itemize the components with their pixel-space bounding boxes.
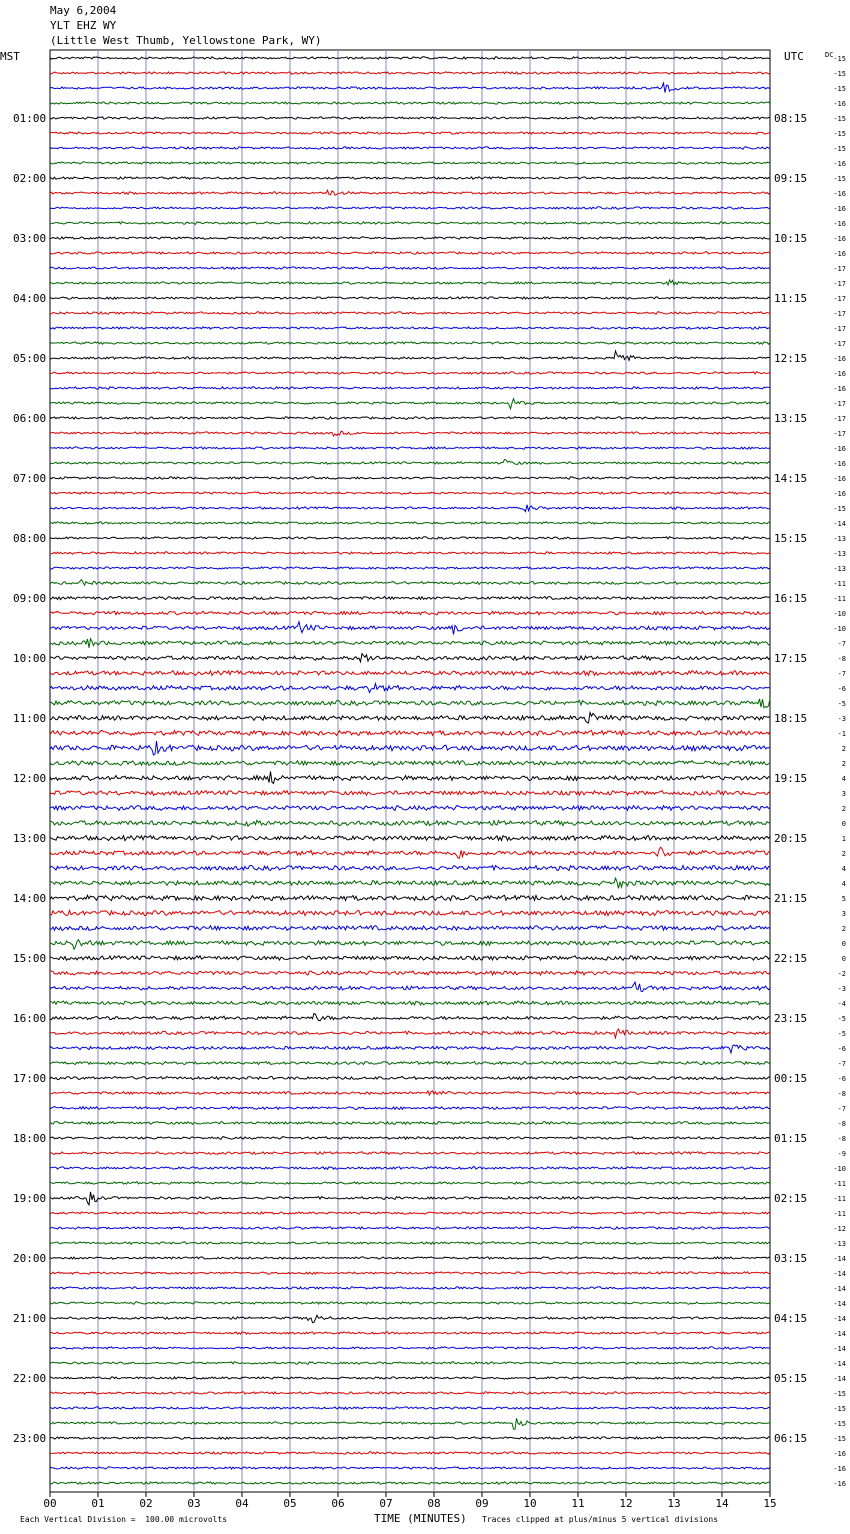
trace-line bbox=[50, 1137, 770, 1140]
trace-line bbox=[50, 147, 770, 149]
dc-offset-label: 1 bbox=[841, 835, 846, 843]
trace-line bbox=[50, 791, 770, 796]
dc-offset-label: -11 bbox=[833, 595, 846, 603]
left-hour-label: 23:00 bbox=[13, 1432, 47, 1445]
trace-line bbox=[50, 597, 770, 600]
trace-line bbox=[50, 102, 770, 104]
trace-line bbox=[50, 1077, 770, 1080]
trace-line bbox=[50, 492, 770, 495]
plot-frame bbox=[50, 50, 770, 1492]
x-tick-label: 15 bbox=[763, 1497, 777, 1510]
trace-line bbox=[50, 671, 770, 676]
dc-offset-label: -15 bbox=[833, 85, 846, 93]
x-tick-label: 11 bbox=[571, 1497, 585, 1510]
dc-offset-label: -14 bbox=[833, 520, 846, 528]
dc-offset-label: 2 bbox=[841, 745, 846, 753]
dc-offset-label: -15 bbox=[833, 505, 846, 513]
dc-offset-label: -17 bbox=[833, 400, 846, 408]
trace-line bbox=[50, 387, 770, 390]
dc-offset-label: 3 bbox=[841, 910, 846, 918]
trace-line bbox=[50, 207, 770, 210]
right-hour-label: 12:15 bbox=[774, 352, 808, 365]
trace-line bbox=[50, 132, 770, 134]
dc-offset-label: 0 bbox=[841, 955, 846, 963]
trace-line bbox=[50, 1013, 770, 1020]
dc-offset-label: 0 bbox=[841, 940, 846, 948]
trace-line bbox=[50, 940, 770, 950]
trace-line bbox=[50, 772, 770, 784]
trace-line bbox=[50, 431, 770, 436]
dc-offset-label: -1 bbox=[837, 730, 846, 738]
trace-line bbox=[50, 1091, 770, 1095]
right-hour-label: 10:15 bbox=[774, 232, 808, 245]
trace-line bbox=[50, 417, 770, 419]
dc-offset-label: -12 bbox=[833, 1225, 846, 1233]
dc-offset-label: -15 bbox=[833, 130, 846, 138]
left-hour-label: 17:00 bbox=[13, 1072, 47, 1085]
trace-line bbox=[50, 190, 770, 195]
dc-offset-label: -13 bbox=[833, 535, 846, 543]
dc-label: DC bbox=[825, 51, 834, 59]
dc-offset-label: -14 bbox=[833, 1285, 846, 1293]
trace-line bbox=[50, 654, 770, 662]
dc-offset-label: -16 bbox=[833, 100, 846, 108]
header-station: YLT EHZ WY bbox=[50, 19, 117, 32]
dc-offset-label: -17 bbox=[833, 415, 846, 423]
dc-offset-label: -7 bbox=[837, 1105, 846, 1113]
dc-offset-label: -16 bbox=[833, 160, 846, 168]
x-tick-label: 12 bbox=[619, 1497, 633, 1510]
trace-line bbox=[50, 460, 770, 465]
dc-offset-label: -3 bbox=[837, 715, 846, 723]
trace-line bbox=[50, 177, 770, 180]
dc-offset-label: 2 bbox=[841, 805, 846, 813]
dc-offset-label: -4 bbox=[837, 1000, 846, 1008]
dc-offset-label: -6 bbox=[837, 1045, 846, 1053]
trace-line bbox=[50, 1377, 770, 1379]
trace-line bbox=[50, 1167, 770, 1170]
dc-offset-label: -16 bbox=[833, 235, 846, 243]
left-hour-label: 20:00 bbox=[13, 1252, 47, 1265]
trace-line bbox=[50, 1302, 770, 1305]
left-hour-label: 11:00 bbox=[13, 712, 47, 725]
trace-line bbox=[50, 1107, 770, 1110]
right-hour-label: 02:15 bbox=[774, 1192, 808, 1205]
x-tick-label: 01 bbox=[91, 1497, 105, 1510]
dc-offset-label: -16 bbox=[833, 190, 846, 198]
right-hour-label: 01:15 bbox=[774, 1132, 808, 1145]
x-tick-label: 14 bbox=[715, 1497, 729, 1510]
trace-line bbox=[50, 699, 770, 708]
dc-offset-label: -17 bbox=[833, 340, 846, 348]
dc-offset-label: -17 bbox=[833, 265, 846, 273]
trace-line bbox=[50, 312, 770, 314]
dc-offset-label: -15 bbox=[833, 115, 846, 123]
trace-line bbox=[50, 162, 770, 165]
trace-line bbox=[50, 327, 770, 330]
trace-line bbox=[50, 865, 770, 870]
trace-line bbox=[50, 1347, 770, 1350]
right-hour-label: 23:15 bbox=[774, 1012, 808, 1025]
dc-offset-label: -14 bbox=[833, 1255, 846, 1263]
dc-offset-label: -15 bbox=[833, 55, 846, 63]
dc-offset-label: -9 bbox=[837, 1150, 846, 1158]
trace-line bbox=[50, 372, 770, 375]
trace-line bbox=[50, 537, 770, 540]
right-hour-label: 00:15 bbox=[774, 1072, 808, 1085]
dc-offset-label: -14 bbox=[833, 1360, 846, 1368]
trace-line bbox=[50, 267, 770, 269]
right-hour-label: 17:15 bbox=[774, 652, 808, 665]
trace-line bbox=[50, 820, 770, 826]
trace-line bbox=[50, 399, 770, 409]
dc-offset-label: 3 bbox=[841, 790, 846, 798]
dc-offset-label: 2 bbox=[841, 760, 846, 768]
dc-offset-label: 2 bbox=[841, 925, 846, 933]
dc-offset-label: -13 bbox=[833, 1240, 846, 1248]
right-hour-label: 16:15 bbox=[774, 592, 808, 605]
left-hour-label: 14:00 bbox=[13, 892, 47, 905]
trace-line bbox=[50, 1242, 770, 1244]
trace-line bbox=[50, 252, 770, 254]
dc-offset-label: -17 bbox=[833, 280, 846, 288]
right-hour-label: 15:15 bbox=[774, 532, 808, 545]
trace-line bbox=[50, 447, 770, 450]
dc-offset-label: -16 bbox=[833, 475, 846, 483]
trace-line bbox=[50, 1212, 770, 1214]
dc-offset-label: 4 bbox=[841, 775, 846, 783]
left-hour-label: 10:00 bbox=[13, 652, 47, 665]
dc-offset-label: -14 bbox=[833, 1375, 846, 1383]
trace-line bbox=[50, 926, 770, 931]
header-date: May 6,2004 bbox=[50, 4, 117, 17]
trace-line bbox=[50, 1029, 770, 1038]
trace-line bbox=[50, 57, 770, 59]
trace-line bbox=[50, 1152, 770, 1155]
dc-offset-label: 2 bbox=[841, 850, 846, 858]
dc-offset-label: -15 bbox=[833, 1420, 846, 1428]
left-hour-label: 18:00 bbox=[13, 1132, 47, 1145]
trace-line bbox=[50, 72, 770, 75]
dc-offset-label: -17 bbox=[833, 295, 846, 303]
right-hour-label: 20:15 bbox=[774, 832, 808, 845]
right-hour-label: 03:15 bbox=[774, 1252, 808, 1265]
right-hour-label: 04:15 bbox=[774, 1312, 808, 1325]
left-hour-label: 04:00 bbox=[13, 292, 47, 305]
trace-line bbox=[50, 1192, 770, 1205]
dc-offset-label: -11 bbox=[833, 1180, 846, 1188]
dc-offset-label: -14 bbox=[833, 1330, 846, 1338]
trace-line bbox=[50, 1122, 770, 1125]
right-hour-label: 18:15 bbox=[774, 712, 808, 725]
dc-offset-label: -7 bbox=[837, 1060, 846, 1068]
left-hour-label: 09:00 bbox=[13, 592, 47, 605]
dc-offset-label: -16 bbox=[833, 460, 846, 468]
x-tick-label: 06 bbox=[331, 1497, 345, 1510]
dc-offset-label: -6 bbox=[837, 1075, 846, 1083]
trace-line bbox=[50, 971, 770, 975]
right-hour-label: 08:15 bbox=[774, 112, 808, 125]
dc-offset-label: -16 bbox=[833, 1480, 846, 1488]
x-tick-label: 00 bbox=[43, 1497, 57, 1510]
dc-offset-label: -15 bbox=[833, 1435, 846, 1443]
trace-line bbox=[50, 1315, 770, 1322]
x-tick-label: 09 bbox=[475, 1497, 489, 1510]
trace-line bbox=[50, 522, 770, 525]
trace-line bbox=[50, 1272, 770, 1275]
trace-line bbox=[50, 280, 770, 285]
dc-offset-label: -13 bbox=[833, 550, 846, 558]
dc-offset-label: 4 bbox=[841, 865, 846, 873]
dc-offset-label: -8 bbox=[837, 1090, 846, 1098]
trace-line bbox=[50, 1362, 770, 1365]
dc-offset-label: -5 bbox=[837, 1030, 846, 1038]
trace-line bbox=[50, 1418, 770, 1429]
dc-offset-label: -14 bbox=[833, 1270, 846, 1278]
dc-offset-label: -16 bbox=[833, 445, 846, 453]
right-hour-label: 19:15 bbox=[774, 772, 808, 785]
trace-line bbox=[50, 982, 770, 992]
trace-line bbox=[50, 117, 770, 120]
trace-line bbox=[50, 1482, 770, 1485]
left-hour-label: 16:00 bbox=[13, 1012, 47, 1025]
dc-offset-label: -6 bbox=[837, 685, 846, 693]
left-hour-label: 13:00 bbox=[13, 832, 47, 845]
trace-line bbox=[50, 1452, 770, 1454]
trace-line bbox=[50, 1045, 770, 1053]
dc-offset-label: -5 bbox=[837, 1015, 846, 1023]
trace-line bbox=[50, 731, 770, 736]
dc-offset-label: -17 bbox=[833, 430, 846, 438]
dc-offset-label: -16 bbox=[833, 370, 846, 378]
right-hour-label: 21:15 bbox=[774, 892, 808, 905]
trace-line bbox=[50, 552, 770, 554]
right-hour-label: 22:15 bbox=[774, 952, 808, 965]
trace-line bbox=[50, 1001, 770, 1005]
dc-offset-label: -17 bbox=[833, 310, 846, 318]
dc-offset-label: -8 bbox=[837, 1120, 846, 1128]
dc-offset-label: 5 bbox=[841, 895, 846, 903]
right-hour-label: 05:15 bbox=[774, 1372, 808, 1385]
dc-offset-label: -13 bbox=[833, 565, 846, 573]
dc-offset-label: -16 bbox=[833, 205, 846, 213]
footer-scale: Each Vertical Division = 100.00 microvolts bbox=[20, 1515, 228, 1524]
x-tick-label: 13 bbox=[667, 1497, 681, 1510]
dc-offset-label: -2 bbox=[837, 970, 846, 978]
dc-offset-label: -16 bbox=[833, 1450, 846, 1458]
trace-line bbox=[50, 1227, 770, 1229]
dc-offset-label: -15 bbox=[833, 145, 846, 153]
dc-offset-label: -16 bbox=[833, 1465, 846, 1473]
dc-offset-label: -16 bbox=[833, 490, 846, 498]
dc-offset-label: -16 bbox=[833, 250, 846, 258]
trace-line bbox=[50, 847, 770, 858]
dc-offset-label: -11 bbox=[833, 1195, 846, 1203]
dc-offset-label: 0 bbox=[841, 820, 846, 828]
left-hour-label: 06:00 bbox=[13, 412, 47, 425]
trace-line bbox=[50, 1182, 770, 1185]
trace-line bbox=[50, 567, 770, 569]
footer-clip: Traces clipped at plus/minus 5 vertical divisions bbox=[482, 1515, 719, 1524]
trace-line bbox=[50, 1061, 770, 1064]
trace-line bbox=[50, 1257, 770, 1259]
dc-offset-label: -10 bbox=[833, 625, 846, 633]
dc-offset-label: -10 bbox=[833, 610, 846, 618]
left-hour-label: 15:00 bbox=[13, 952, 47, 965]
trace-line bbox=[50, 1392, 770, 1394]
right-hour-label: 09:15 bbox=[774, 172, 808, 185]
left-hour-label: 02:00 bbox=[13, 172, 47, 185]
dc-offset-label: -16 bbox=[833, 355, 846, 363]
x-tick-label: 08 bbox=[427, 1497, 441, 1510]
dc-offset-label: -8 bbox=[837, 655, 846, 663]
trace-line bbox=[50, 222, 770, 225]
dc-offset-label: -15 bbox=[833, 1390, 846, 1398]
trace-line bbox=[50, 956, 770, 960]
trace-line bbox=[50, 878, 770, 888]
trace-line bbox=[50, 611, 770, 615]
dc-offset-label: -10 bbox=[833, 1165, 846, 1173]
trace-line bbox=[50, 910, 770, 915]
trace-line bbox=[50, 83, 770, 92]
trace-line bbox=[50, 580, 770, 586]
trace-line bbox=[50, 342, 770, 345]
x-tick-label: 02 bbox=[139, 1497, 153, 1510]
left-hour-label: 05:00 bbox=[13, 352, 47, 365]
left-hour-label: 08:00 bbox=[13, 532, 47, 545]
trace-line bbox=[50, 505, 770, 512]
x-tick-label: 07 bbox=[379, 1497, 393, 1510]
dc-offset-label: -14 bbox=[833, 1300, 846, 1308]
trace-line bbox=[50, 1437, 770, 1439]
trace-line bbox=[50, 477, 770, 479]
dc-offset-label: -17 bbox=[833, 325, 846, 333]
right-hour-label: 11:15 bbox=[774, 292, 808, 305]
dc-offset-label: -7 bbox=[837, 670, 846, 678]
dc-offset-label: -15 bbox=[833, 1405, 846, 1413]
trace-line bbox=[50, 1407, 770, 1409]
left-hour-label: 19:00 bbox=[13, 1192, 47, 1205]
left-hour-label: 21:00 bbox=[13, 1312, 47, 1325]
dc-offset-label: -15 bbox=[833, 70, 846, 78]
trace-line bbox=[50, 1467, 770, 1470]
left-hour-label: 22:00 bbox=[13, 1372, 47, 1385]
left-hour-label: 03:00 bbox=[13, 232, 47, 245]
trace-line bbox=[50, 237, 770, 239]
dc-offset-label: -8 bbox=[837, 1135, 846, 1143]
dc-offset-label: -7 bbox=[837, 640, 846, 648]
trace-line bbox=[50, 297, 770, 299]
dc-offset-label: -11 bbox=[833, 1210, 846, 1218]
left-hour-label: 12:00 bbox=[13, 772, 47, 785]
trace-line bbox=[50, 713, 770, 723]
right-hour-label: 06:15 bbox=[774, 1432, 808, 1445]
trace-line bbox=[50, 806, 770, 811]
left-axis-label: MST bbox=[0, 50, 20, 63]
trace-line bbox=[50, 351, 770, 360]
trace-line bbox=[50, 761, 770, 766]
left-hour-label: 07:00 bbox=[13, 472, 47, 485]
trace-line bbox=[50, 622, 770, 635]
trace-line bbox=[50, 741, 770, 755]
dc-offset-label: -14 bbox=[833, 1345, 846, 1353]
dc-offset-label: 4 bbox=[841, 880, 846, 888]
dc-offset-label: -3 bbox=[837, 985, 846, 993]
trace-line bbox=[50, 639, 770, 648]
x-tick-label: 05 bbox=[283, 1497, 297, 1510]
trace-line bbox=[50, 1332, 770, 1335]
trace-line bbox=[50, 684, 770, 693]
trace-line bbox=[50, 836, 770, 841]
right-hour-label: 13:15 bbox=[774, 412, 808, 425]
dc-offset-label: -15 bbox=[833, 175, 846, 183]
right-axis-label: UTC bbox=[784, 50, 804, 63]
x-axis-label: TIME (MINUTES) bbox=[374, 1512, 467, 1525]
x-tick-label: 03 bbox=[187, 1497, 201, 1510]
dc-offset-label: -16 bbox=[833, 385, 846, 393]
dc-offset-label: -16 bbox=[833, 220, 846, 228]
header-location: (Little West Thumb, Yellowstone Park, WY) bbox=[50, 34, 322, 47]
trace-line bbox=[50, 895, 770, 900]
dc-offset-label: -14 bbox=[833, 1315, 846, 1323]
dc-offset-label: -5 bbox=[837, 700, 846, 708]
trace-line bbox=[50, 1287, 770, 1289]
dc-offset-label: -11 bbox=[833, 580, 846, 588]
left-hour-label: 01:00 bbox=[13, 112, 47, 125]
x-tick-label: 10 bbox=[523, 1497, 537, 1510]
right-hour-label: 14:15 bbox=[774, 472, 808, 485]
x-tick-label: 04 bbox=[235, 1497, 249, 1510]
